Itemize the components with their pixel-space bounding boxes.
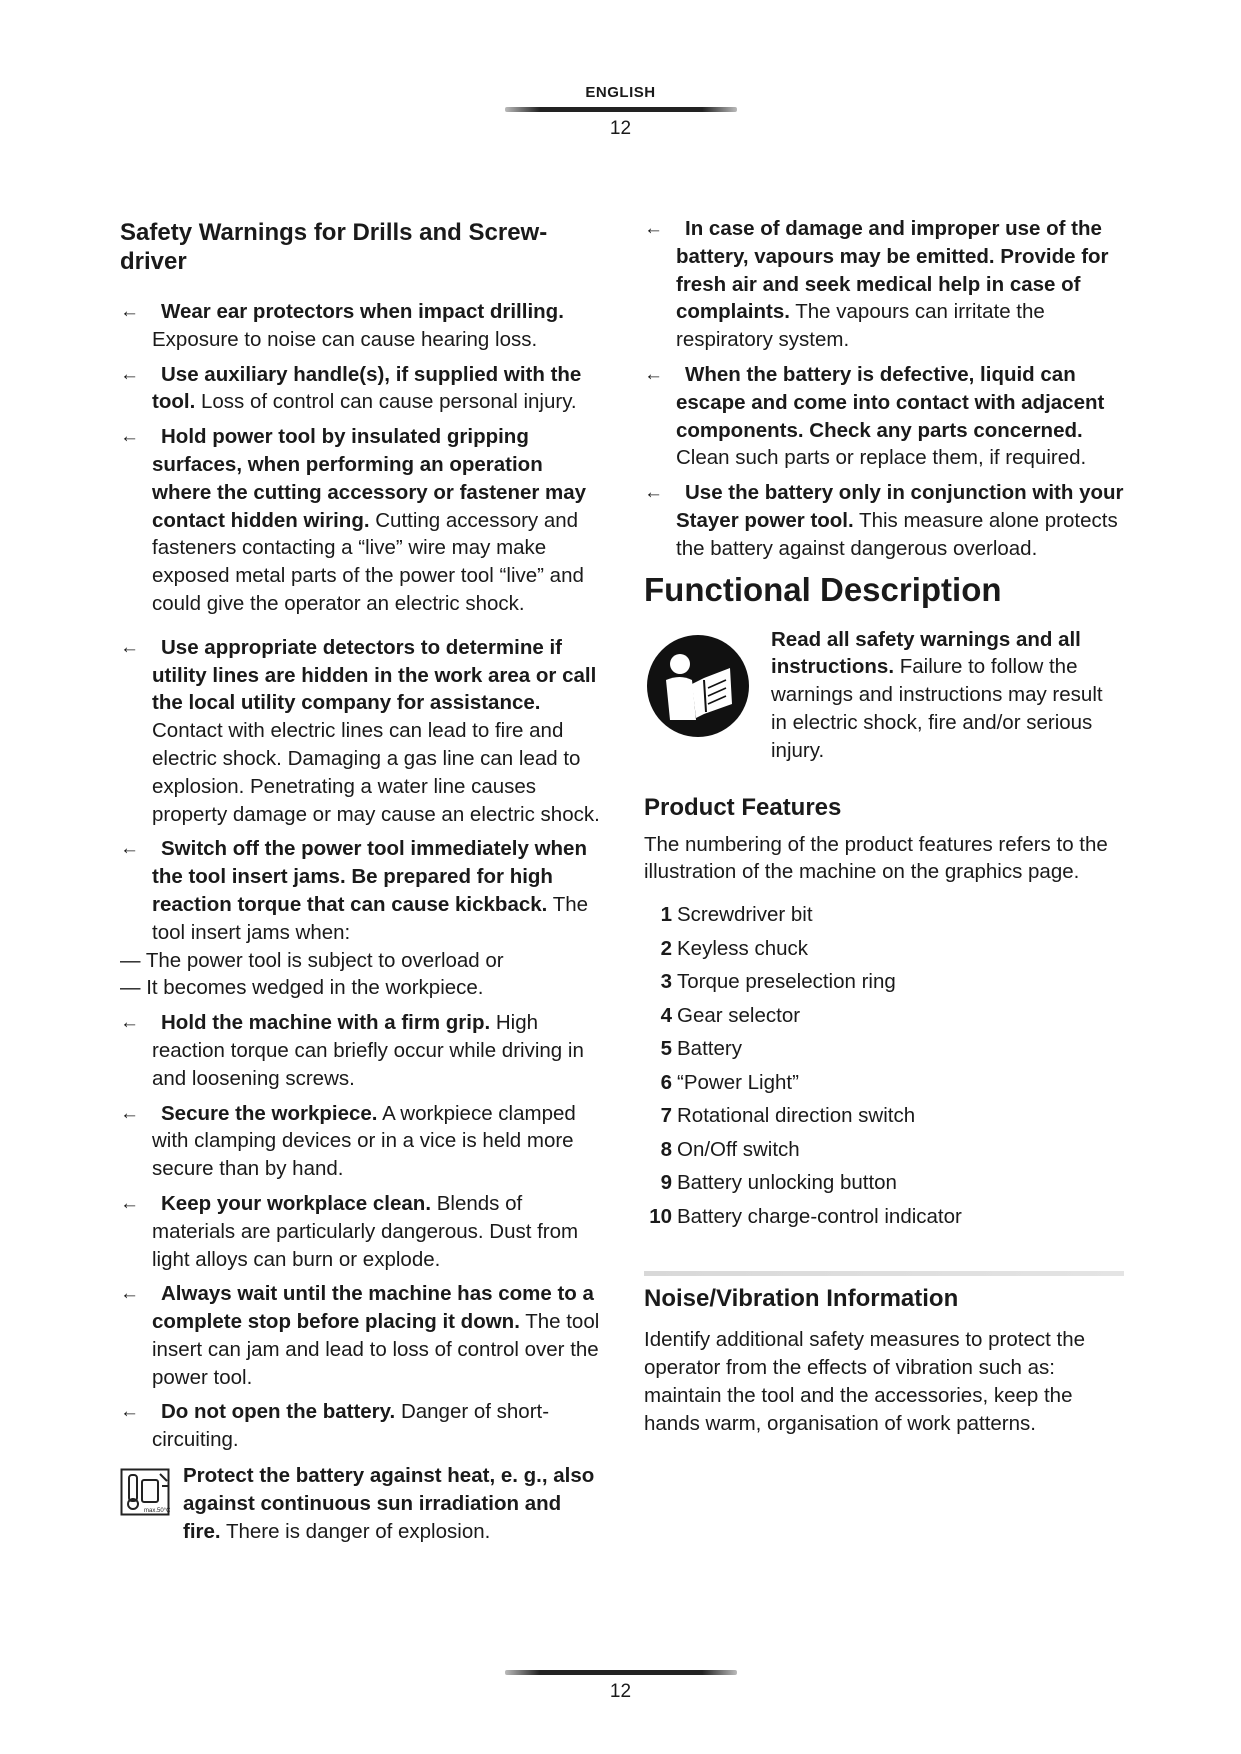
battery-heat-icon-label: max.50°C: [144, 1508, 170, 1515]
warning-item: ← Use auxiliary handle(s), if supplied with the tool. Loss of control can cause personal injury.: [120, 362, 582, 414]
product-features-list: [644, 898, 1124, 1233]
feature-item: 1 Screwdriver bit: [660, 903, 813, 927]
feature-item: 4 Gear selector: [660, 1003, 801, 1027]
feature-item: 6 “Power Light”: [660, 1070, 799, 1094]
feature-item: 2 Keyless chuck: [660, 936, 809, 960]
warning-item: ← Switch off the power tool immediately when the tool insert jams. Be prepared for high reaction torque that can cause kickback. The tool insert jams when: — The power tool is subject to overload or — It becomes wedged in the workpiece.: [120, 837, 589, 1000]
arrow-icon: ←: [120, 1102, 139, 1124]
battery-warning-item: ← When the battery is defective, liquid can escape and come into contact with adjacent components. Check any parts concerned. Clean such parts or replace them, if required.: [644, 362, 1105, 470]
feature-item: 7 Rotational direction switch: [660, 1104, 916, 1128]
battery-warning-item: ← In case of damage and improper use of the battery, vapours may be emitted. Provide for fresh air and seek medical help in case of complaints. The vapours can irritate the respiratory system.: [644, 217, 1109, 352]
arrow-icon: ←: [120, 301, 139, 322]
warning-item: ← Do not open the battery. Danger of short-circuiting.: [120, 1400, 550, 1452]
header-rule: [505, 107, 737, 112]
page-footer: [0, 1670, 1241, 1703]
arrow-icon: ←: [120, 1012, 139, 1034]
section-divider: [644, 1271, 1124, 1276]
arrow-icon: ←: [644, 218, 663, 239]
feature-item: 5 Battery: [660, 1037, 742, 1061]
battery-heat-icon: [120, 1468, 170, 1516]
functional-description-heading: Functional Description: [644, 570, 1002, 608]
footer-page-number: 12: [609, 1681, 632, 1702]
arrow-icon: ←: [120, 1192, 139, 1214]
read-instructions-warning: Read all safety warnings and all instructions. Failure to follow the warnings and instructions may result in electric shock, fire and/or serious injury.: [644, 626, 1124, 765]
feature-item: 3 Torque preselection ring: [660, 970, 896, 994]
noise-vibration-heading: Noise/Vibration Information: [644, 1285, 959, 1313]
noise-vibration-text: Identify additional safety measures to protect the operator from the effects of vibration such as: maintain the tool and the accessories, keep the hands warm, organisation of work patterns.: [644, 1328, 1086, 1435]
arrow-icon: ←: [644, 482, 663, 504]
safety-warnings-heading: Safety Warnings for Drills and Screw-driver: [120, 219, 548, 275]
arrow-icon: ←: [120, 1283, 139, 1305]
right-column: [644, 215, 1124, 1449]
battery-warning-item: ← Use the battery only in conjunction with your Stayer power tool. This measure alone protects the battery against dangerous overload.: [644, 481, 1124, 560]
arrow-icon: ←: [120, 838, 139, 860]
page-header: [0, 84, 1241, 140]
battery-heat-warning: max.50°C Protect the battery against heat, e. g., also against continuous sun irradiation and fire. There is danger of explosion.: [120, 1462, 600, 1545]
feature-item: 8 On/Off switch: [660, 1137, 800, 1161]
left-column: [120, 218, 600, 1545]
product-features-intro: The numbering of the product features refers to the illustration of the machine on the graphics page.: [644, 832, 1108, 884]
footer-rule: [505, 1670, 737, 1675]
arrow-icon: ←: [120, 1401, 139, 1423]
arrow-icon: ←: [120, 426, 139, 448]
header-page-number: 12: [609, 118, 632, 139]
arrow-icon: ←: [120, 363, 139, 385]
arrow-icon: ←: [120, 636, 139, 658]
warning-item: ← Use appropriate detectors to determine if utility lines are hidden in the work area or call the local utility company for assistance. Contact with electric lines can lead to fire and electric shock. Damaging a gas line can lead to explosion. Penetrating a water line causes property damage or may cause an electric shock.: [120, 635, 600, 826]
feature-item: 9 Battery unlocking button: [660, 1171, 897, 1195]
warning-item: ← Hold the machine with a firm grip. High reaction torque can briefly occur while driving in and loosening screws.: [120, 1011, 584, 1090]
warning-item: ← Always wait until the machine has come to a complete stop before placing it down. The tool insert can jam and lead to loss of control over the power tool.: [120, 1282, 600, 1389]
language-label: ENGLISH: [585, 84, 656, 101]
warning-item: ← Hold power tool by insulated gripping surfaces, when performing an operation where the cutting accessory or fastener may contact hidden wiring. Cutting accessory and fasteners contacting a “live” wire may make exposed metal parts of the power tool “live” and could give the operator an electric shock.: [120, 425, 587, 615]
product-features-heading: Product Features: [644, 793, 842, 821]
warning-item: ← Wear ear protectors when impact drilling. Exposure to noise can cause hearing loss.: [120, 300, 564, 351]
warning-item: ← Keep your workplace clean. Blends of materials are particularly dangerous. Dust from light alloys can burn or explode.: [120, 1191, 579, 1271]
feature-item: 10 Battery charge-control indicator: [649, 1204, 962, 1228]
read-manual-icon: [646, 634, 750, 738]
warning-item: ← Secure the workpiece. A workpiece clamped with clamping devices or in a vice is held more secure than by hand.: [120, 1101, 576, 1181]
arrow-icon: ←: [644, 363, 663, 385]
